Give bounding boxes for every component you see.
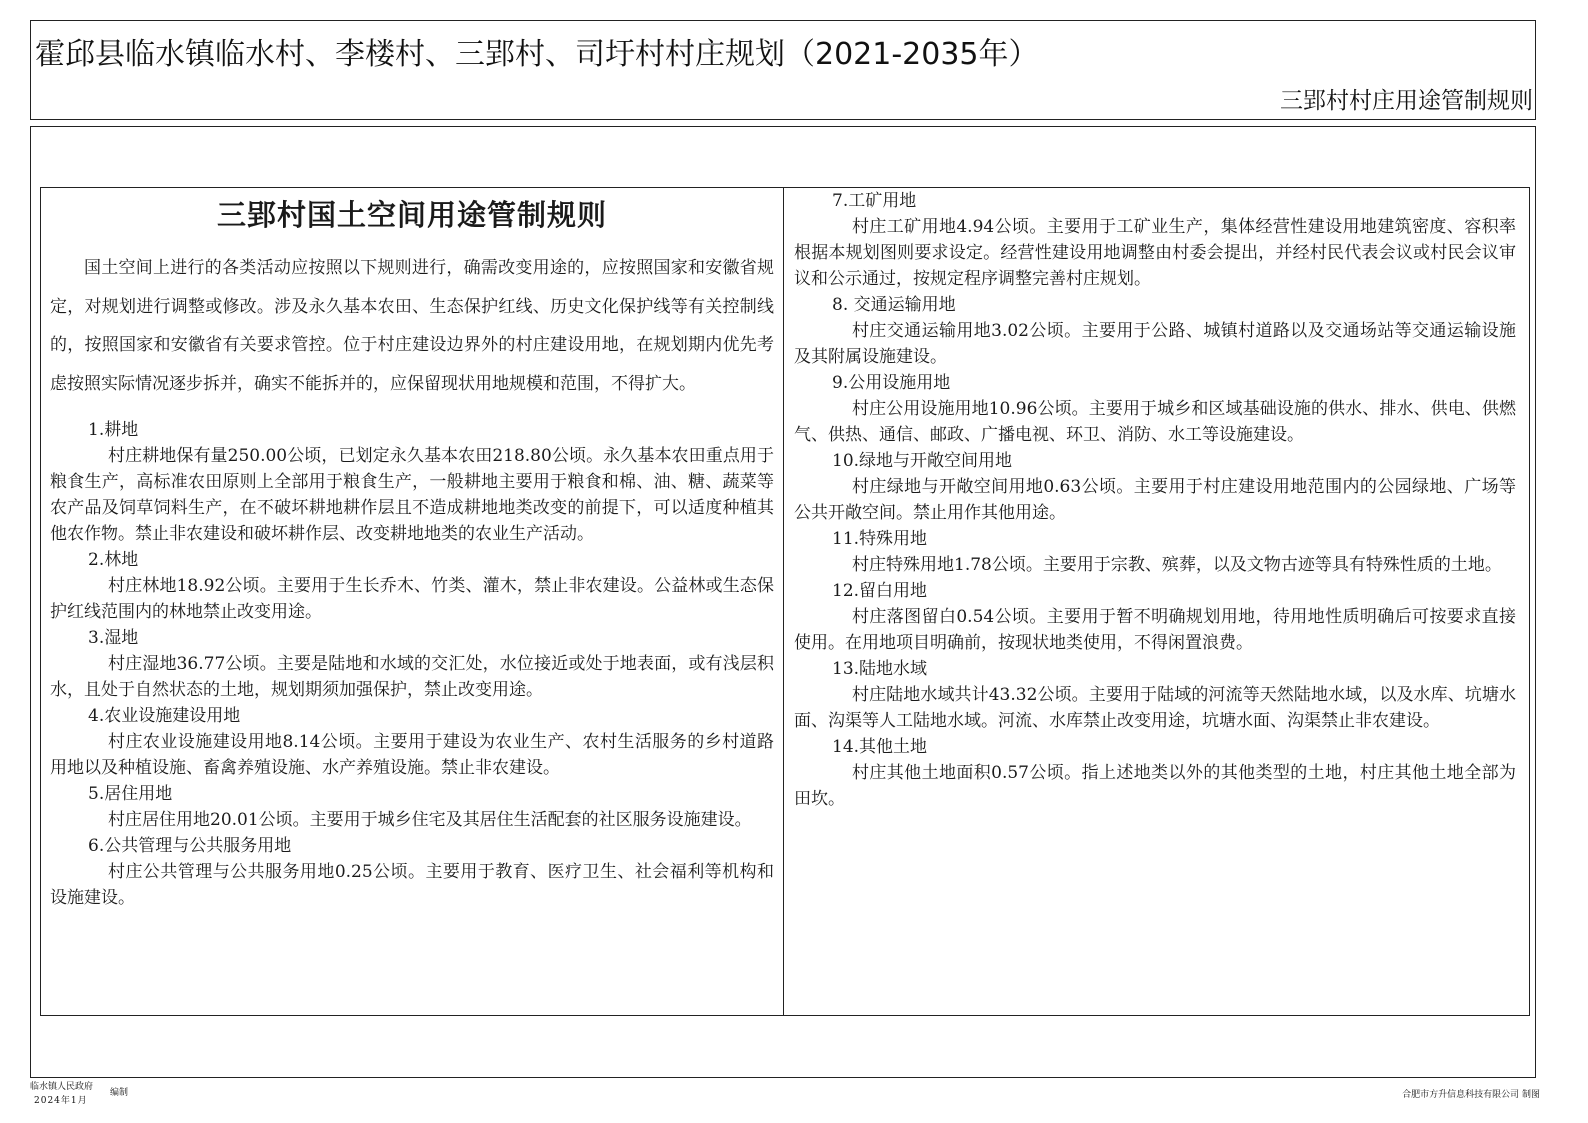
section-heading: 1.耕地 (88, 420, 139, 440)
document-title: 三郢村国土空间用途管制规则 (216, 198, 607, 232)
section-item (50, 833, 774, 911)
section-heading: 10.绿地与开敞空间用地 (832, 451, 1013, 471)
section-item (794, 292, 1516, 370)
section-item (794, 188, 1516, 292)
section-body: 村庄耕地保有量250.00公顷，已划定永久基本农田218.80公顷。永久基本农田重点用于粮食生产，高标准农田原则上全部用于粮食生产，一般耕地主要用于粮食和棉、油、糖、蔬菜等农产品及饲草饲料生产，在不破坏耕地耕作层且不造成耕地地类改变的前提下，可以适度种植其他农作物。禁止非农建设和破坏耕作层、改变耕地地类的农业生产活动。 (50, 446, 774, 544)
section-body: 村庄居住用地20.01公顷。主要用于城乡住宅及其居住生活配套的社区服务设施建设。 (108, 810, 752, 830)
section-heading: 6.公共管理与公共服务用地 (88, 836, 292, 856)
section-heading: 7.工矿用地 (832, 191, 917, 211)
column-divider (783, 187, 784, 1016)
section-heading: 5.居住用地 (88, 784, 173, 804)
section-body: 村庄其他土地面积0.57公顷。指上述地类以外的其他类型的土地，村庄其他土地全部为田坎。 (794, 763, 1516, 809)
section-body: 村庄农业设施建设用地8.14公顷。主要用于建设为农业生产、农村生活服务的乡村道路用地以及种植设施、畜禽养殖设施、水产养殖设施。禁止非农建设。 (50, 732, 774, 778)
right-column (794, 188, 1516, 812)
page-title: 霍邱县临水镇临水村、李楼村、三郢村、司圩村村庄规划（2021-2035年） (35, 37, 1039, 72)
section-heading: 2.林地 (88, 550, 139, 570)
section-item (794, 448, 1516, 526)
footer-made-label: 编制 (110, 1088, 129, 1098)
section-body: 村庄工矿用地4.94公顷。主要用于工矿业生产，集体经营性建设用地建筑密度、容积率根据本规划图则要求设定。经营性建设用地调整由村委会提出，并经村民代表会议或村民会议审议和公示通过，按规定程序调整完善村庄规划。 (794, 217, 1516, 289)
section-heading: 8. 交通运输用地 (832, 295, 956, 315)
section-heading: 14.其他土地 (832, 737, 928, 757)
section-heading: 12.留白用地 (832, 581, 928, 601)
section-heading: 4.农业设施建设用地 (88, 706, 241, 726)
section-item (794, 526, 1516, 578)
page-subtitle: 三郢村村庄用途管制规则 (1280, 88, 1533, 114)
section-body: 村庄特殊用地1.78公顷。主要用于宗教、殡葬，以及文物古迹等具有特殊性质的土地。 (852, 555, 1502, 575)
section-body: 村庄交通运输用地3.02公顷。主要用于公路、城镇村道路以及交通场站等交通运输设施及其附属设施建设。 (794, 321, 1516, 367)
section-body: 村庄绿地与开敞空间用地0.63公顷。主要用于村庄建设用地范围内的公园绿地、广场等公共开敞空间。禁止用作其他用途。 (794, 477, 1516, 523)
section-item (50, 781, 774, 833)
section-heading: 13.陆地水域 (832, 659, 928, 679)
section-body: 村庄公用设施用地10.96公顷。主要用于城乡和区域基础设施的供水、排水、供电、供燃气、供热、通信、邮政、广播电视、环卫、消防、水工等设施建设。 (794, 399, 1516, 445)
section-heading: 9.公用设施用地 (832, 373, 951, 393)
section-heading: 11.特殊用地 (832, 529, 928, 549)
section-body: 村庄陆地水域共计43.32公顷。主要用于陆域的河流等天然陆地水域，以及水库、坑塘水面、沟渠等人工陆地水域。河流、水库禁止改变用途，坑塘水面、沟渠禁止非农建设。 (794, 685, 1516, 731)
section-heading: 3.湿地 (88, 628, 139, 648)
section-item (794, 370, 1516, 448)
section-item (50, 417, 774, 547)
section-body: 村庄公共管理与公共服务用地0.25公顷。主要用于教育、医疗卫生、社会福利等机构和设施建设。 (50, 862, 774, 908)
section-item (50, 547, 774, 625)
section-item (50, 703, 774, 781)
section-item (794, 656, 1516, 734)
section-body: 村庄湿地36.77公顷。主要是陆地和水域的交汇处，水位接近或处于地表面，或有浅层积水，且处于自然状态的土地，规划期须加强保护，禁止改变用途。 (50, 654, 774, 700)
left-column (50, 195, 774, 911)
section-item (794, 734, 1516, 812)
section-body: 村庄落图留白0.54公顷。主要用于暂不明确规划用地，待用地性质明确后可按要求直接使用。在用地项目明确前，按现状地类使用，不得闲置浪费。 (794, 607, 1516, 653)
footer-issuer: 临水镇人民政府 (30, 1082, 94, 1092)
footer-date: 2024年1月 (34, 1096, 88, 1106)
footer-cartographer: 合肥市方升信息科技有限公司 制图 (1402, 1090, 1540, 1100)
header-frame (30, 20, 1536, 120)
section-item (50, 625, 774, 703)
footer-issuer-block (30, 1080, 129, 1108)
section-item (794, 578, 1516, 656)
intro-paragraph: 国土空间上进行的各类活动应按照以下规则进行，确需改变用途的，应按照国家和安徽省规定，对规划进行调整或修改。涉及永久基本农田、生态保护红线、历史文化保护线等有关控制线的，按照国家和安徽省有关要求管控。位于村庄建设边界外的村庄建设用地，在规划期内优先考虑按照实际情况逐步拆并，确实不能拆并的，应保留现状用地规模和范围，不得扩大。 (50, 258, 774, 394)
section-body: 村庄林地18.92公顷。主要用于生长乔木、竹类、灌木，禁止非农建设。公益林或生态保护红线范围内的林地禁止改变用途。 (50, 576, 774, 622)
